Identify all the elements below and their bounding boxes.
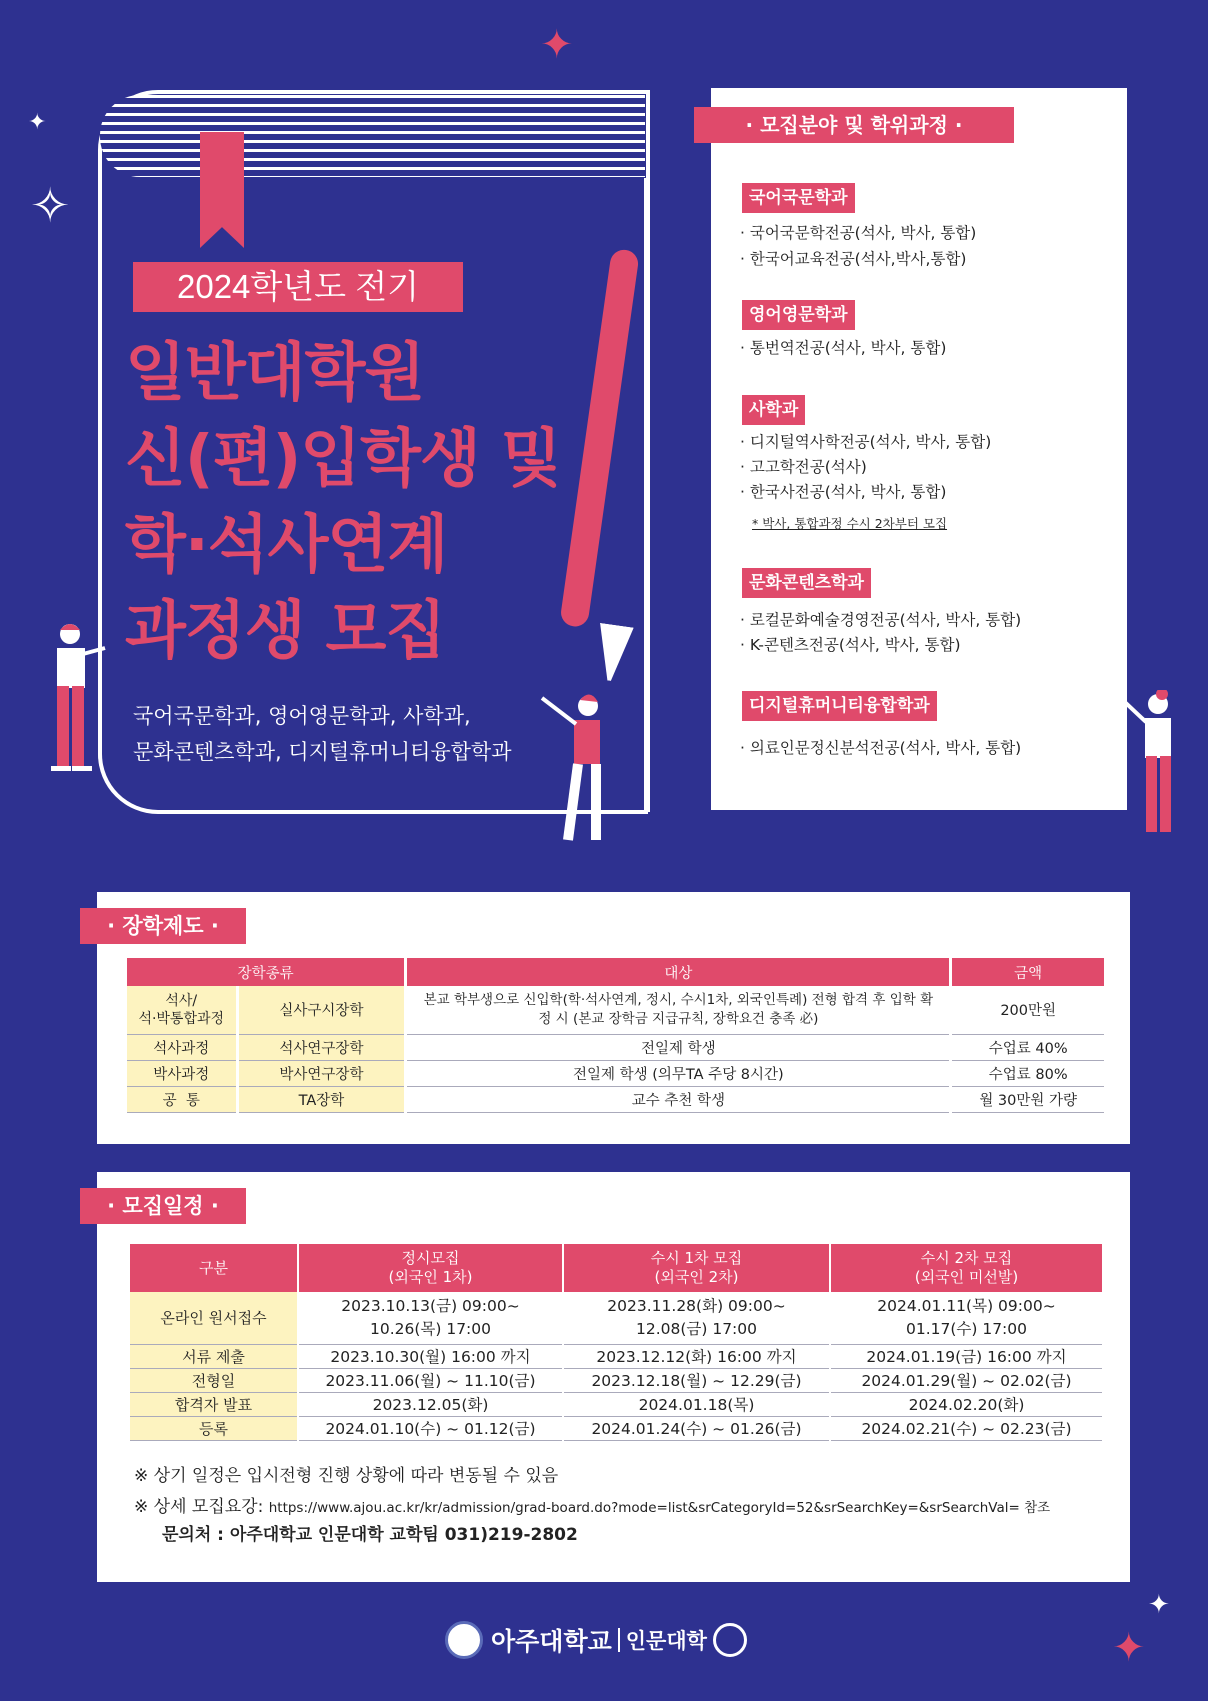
col-header: 금액	[951, 958, 1106, 986]
dept-english: 영어영문학과	[742, 300, 855, 330]
list-item: · 국어국문학전공(석사, 박사, 통합)	[740, 224, 977, 242]
sparkle-icon: ✦	[1112, 1625, 1146, 1671]
person-illustration	[45, 620, 115, 780]
col-header: 수시 1차 모집 (외국인 2차)	[563, 1244, 830, 1292]
list-item: · 한국어교육전공(석사,박사,통합)	[740, 250, 967, 268]
table-row: 등록 2024.01.10(수) ~ 01.12(금) 2024.01.24(수) ~ 01.26(금) 2024.02.21(수) ~ 02.23(금)	[130, 1416, 1103, 1440]
table-row: 석사과정 석사연구장학 전일제 학생 수업료 40%	[127, 1034, 1106, 1060]
scholarship-table	[127, 958, 1107, 1113]
table-row: 박사과정 박사연구장학 전일제 학생 (의무TA 주당 8시간) 수업료 80%	[127, 1060, 1106, 1086]
college-name: 인문대학	[625, 1629, 707, 1653]
guideline-link[interactable]: https://www.ajou.ac.kr/kr/admission/grad-board.do?mode=list&srCategoryId=52&srSearchKey=&srSearchVal=	[268, 1500, 1020, 1516]
guideline-note: ※ 상세 모집요강: https://www.ajou.ac.kr/kr/admission/grad-board.do?mode=list&srCategoryId=52&srSearchKey=&srSearchVal= 참조	[134, 1497, 1051, 1517]
list-item: · 디지털역사학전공(석사, 박사, 통합)	[740, 433, 992, 451]
dept-history: 사학과	[742, 395, 805, 425]
list-item: · 로컬문화예술경영전공(석사, 박사, 통합)	[740, 611, 1022, 629]
divider	[618, 1628, 620, 1652]
list-item: · 고고학전공(석사)	[740, 458, 867, 476]
person-illustration	[538, 690, 608, 850]
sparkle-icon: ✧	[30, 178, 71, 234]
department-list: 국어국문학과, 영어영문학과, 사학과, 문화콘텐츠학과, 디지털휴머니티융합학과	[133, 704, 512, 764]
schedule-table	[130, 1244, 1104, 1441]
dept-korean: 국어국문학과	[742, 183, 855, 213]
main-title: 일반대학원 신(편)입학생 및 학·석사연계 과정생 모집	[125, 336, 561, 667]
schedule-badge: · 모집일정 ·	[80, 1188, 246, 1224]
university-name: 아주대학교	[491, 1627, 612, 1656]
table-row: 석사/ 석·박통합과정 실사구시장학 본교 학부생으로 신입학(학·석사연계, 정시, 수시1차, 외국인특례) 전형 합격 후 입학 확정 시 (본교 장학금 지급규칙, 장학요건 충족 必) 200만원	[127, 986, 1106, 1034]
col-header: 장학종류	[127, 958, 406, 986]
university-seal-icon	[445, 1621, 483, 1659]
table-row: 합격자 발표 2023.12.05(화) 2024.01.18(목) 2024.02.20(화)	[130, 1392, 1103, 1416]
col-header: 정시모집 (외국인 1차)	[298, 1244, 563, 1292]
dept-culture: 문화콘텐츠학과	[742, 568, 871, 598]
dept-digital: 디지털휴머니티융합학과	[742, 691, 937, 721]
table-row: 공 통 TA장학 교수 추천 학생 월 30만원 가량	[127, 1086, 1106, 1112]
sparkle-icon: ✦	[1148, 1590, 1170, 1620]
table-row: 서류 제출 2023.10.30(월) 16:00 까지 2023.12.12(화) 16:00 까지 2024.01.19(금) 16:00 까지	[130, 1344, 1103, 1368]
fields-badge: · 모집분야 및 학위과정 ·	[694, 107, 1014, 143]
scholarship-badge: · 장학제도 ·	[80, 908, 246, 944]
list-item: · K-콘텐츠전공(석사, 박사, 통합)	[740, 636, 961, 654]
footer-logo	[445, 1617, 765, 1663]
col-header: 수시 2차 모집 (외국인 미선발)	[830, 1244, 1103, 1292]
list-item: · 통번역전공(석사, 박사, 통합)	[740, 339, 947, 357]
schedule-note: ※ 상기 일정은 입시전형 진행 상황에 따라 변동될 수 있음	[134, 1466, 559, 1486]
col-header: 구분	[130, 1244, 298, 1292]
table-row: 전형일 2023.11.06(월) ~ 11.10(금) 2023.12.18(월) ~ 12.29(금) 2024.01.29(월) ~ 02.02(금)	[130, 1368, 1103, 1392]
table-row: 온라인 원서접수 2023.10.13(금) 09:00~ 10.26(목) 17:00 2023.11.28(화) 09:00~ 12.08(금) 17:00 2024.01.11(목) 09:00~ 01.17(수) 17:00	[130, 1292, 1103, 1344]
college-emblem-icon	[713, 1623, 747, 1657]
history-note: * 박사, 통합과정 수시 2차부터 모집	[752, 516, 948, 531]
book-pages	[100, 95, 645, 177]
sparkle-icon: ✦	[28, 110, 47, 135]
list-item: · 한국사전공(석사, 박사, 통합)	[740, 483, 947, 501]
sparkle-icon: ✦	[540, 22, 574, 68]
list-item: · 의료인문정신분석전공(석사, 박사, 통합)	[740, 739, 1022, 757]
col-header: 대상	[406, 958, 951, 986]
contact-info: 문의처 : 아주대학교 인문대학 교학팀 031)219-2802	[162, 1525, 578, 1545]
year-label: 2024학년도 전기	[133, 262, 463, 312]
